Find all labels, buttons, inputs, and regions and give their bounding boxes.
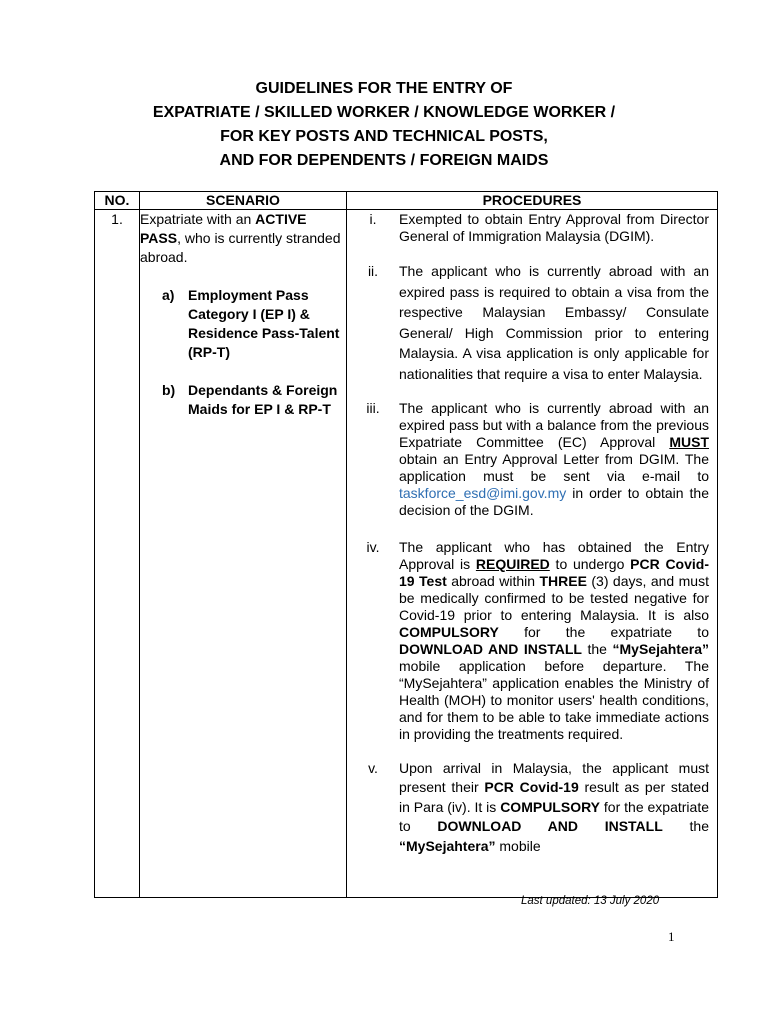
procedure-ii: ii. The applicant who is currently abroad with an expired pass is required to obtain a visa from the respective Malaysian Embassy/ Consulate General/ High Commission prior to entering Malaysia. A visa application is only applicable for nationalities that require a visa to enter Malaysia.: [367, 263, 709, 382]
table-row: [95, 210, 718, 898]
scenario-item-b: b) Dependants & Foreign Maids for EP I & RP-T: [162, 382, 338, 417]
procedure-iii: iii. The applicant who is currently abroad with an expired pass but with a balance from the previous Expatriate Committee (EC) Approval MUST obtain an Entry Approval Letter from DGIM. The application must be sent via e-mail to taskforce_esd@imi.gov.my in order to obtain the decision of the DGIM.: [366, 399, 709, 518]
table-header-row: [95, 192, 718, 210]
procedure-iv: iv. The applicant who has obtained the Entry Approval is REQUIRED to undergo PCR Covid-19 Test abroad within THREE (3) days, and must be medically confirmed to be tested negative for Covid-19 prior to entering Malaysia. It is also COMPULSORY for the expatriate to DOWNLOAD AND INSTALL the “MySejahtera” mobile application before departure. The “MySejahtera” application enables the Ministry of Health (MOH) to monitor users' health conditions, and for them to be able to take immediate actions in providing the treatments required.: [366, 538, 709, 742]
scenario-cell: [140, 210, 347, 898]
header-procedures: PROCEDURES: [347, 192, 718, 210]
last-updated-note: Last updated: 13 July 2020: [521, 895, 660, 907]
title-line-1: GUIDELINES FOR THE ENTRY OF: [255, 80, 513, 97]
scenario-item-a: a) Employment Pass Category I (EP I) & Residence Pass-Talent (RP-T): [162, 287, 340, 360]
procedure-i: i. Exempted to obtain Entry Approval from Director General of Immigration Malaysia (DGIM).: [369, 211, 709, 244]
scenario-intro: Expatriate with an ACTIVE PASS, who is currently stranded abroad.: [140, 211, 341, 265]
email-link[interactable]: taskforce_esd@imi.gov.my: [399, 484, 567, 501]
title-line-3: FOR KEY POSTS AND TECHNICAL POSTS,: [220, 128, 548, 145]
header-no: NO.: [95, 192, 140, 210]
page-number: 1: [668, 929, 675, 944]
header-scenario: SCENARIO: [140, 192, 347, 210]
guidelines-table: [94, 191, 718, 898]
row-number: 1.: [95, 210, 140, 898]
procedure-v: v. Upon arrival in Malaysia, the applicant must present their PCR Covid-19 result as per stated in Para (iv). It is COMPULSORY for the expatriate to DOWNLOAD AND INSTALL the “MySejahtera” mobile: [368, 759, 710, 854]
title-line-2: EXPATRIATE / SKILLED WORKER / KNOWLEDGE WORKER /: [152, 104, 616, 121]
title-line-4: AND FOR DEPENDENTS / FOREIGN MAIDS: [219, 152, 549, 169]
procedures-cell: [347, 210, 718, 898]
